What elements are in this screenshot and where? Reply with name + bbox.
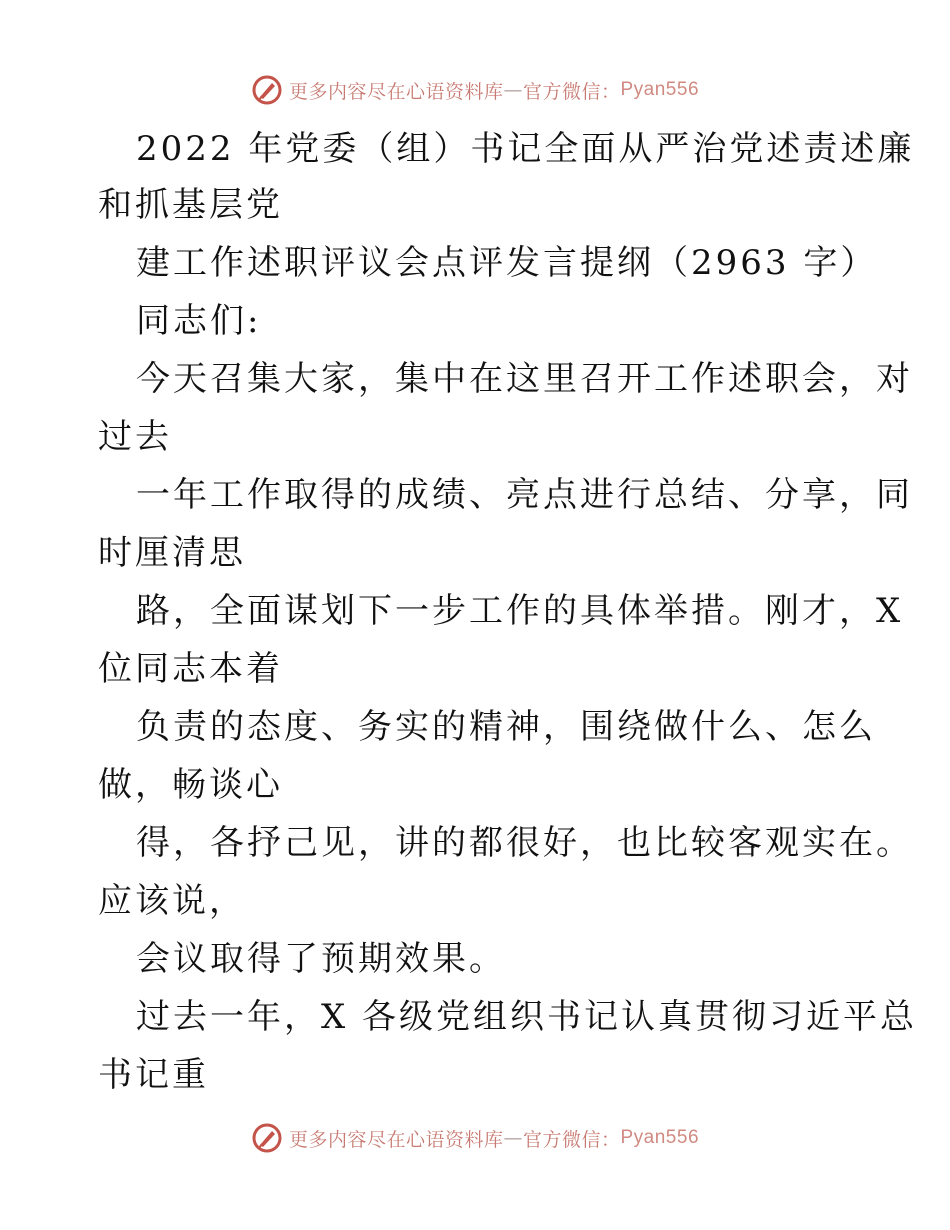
text-line: 应该说， [98,881,246,921]
text-line: 过去一年，X 各级党组织书记认真贯彻习近平总 [136,997,918,1037]
text-line: 今天召集大家，集中在这里召开工作述职会，对 [136,359,913,399]
text-line: 2022 年党委（组）书记全面从严治党述责述廉 [136,129,915,169]
watermark-text: 更多内容尽在心语资料库 [288,1128,504,1151]
text-line: 做，畅谈心 [98,765,283,805]
text-line: 一年工作取得的成绩、亮点进行总结、分享，同 [136,475,913,515]
text-line: 过去 [98,417,172,457]
text-line: 和抓基层党 [98,185,283,225]
text-line: 负责的态度、务实的精神，围绕做什么、怎么 [136,707,876,747]
text-line: 同志们: [136,301,262,341]
text-line: 会议取得了预期效果。 [136,939,506,979]
text-line: 时厘清思 [98,533,246,573]
watermark-wechat-label: 官方微信： [522,80,621,103]
quill-pen-circle-icon [251,74,283,106]
watermark-account: Pyan556 [620,79,700,100]
watermark-separator: — [503,79,523,101]
watermark-header [0,72,950,108]
watermark-account: Pyan556 [620,1127,700,1148]
watermark-separator: — [503,1127,523,1149]
text-line: 路，全面谋划下一步工作的具体举措。刚才，X [136,591,904,631]
watermark-footer [0,1120,950,1156]
text-line: 建工作述职评议会点评发言提纲（2963 字） [136,243,878,283]
quill-pen-circle-icon [251,1122,283,1154]
text-line: 书记重 [98,1055,209,1095]
text-line: 得，各抒己见，讲的都很好，也比较客观实在。 [136,823,913,863]
text-line: 位同志本着 [98,649,283,689]
watermark-text: 更多内容尽在心语资料库 [288,80,504,103]
watermark-wechat-label: 官方微信： [522,1128,621,1151]
